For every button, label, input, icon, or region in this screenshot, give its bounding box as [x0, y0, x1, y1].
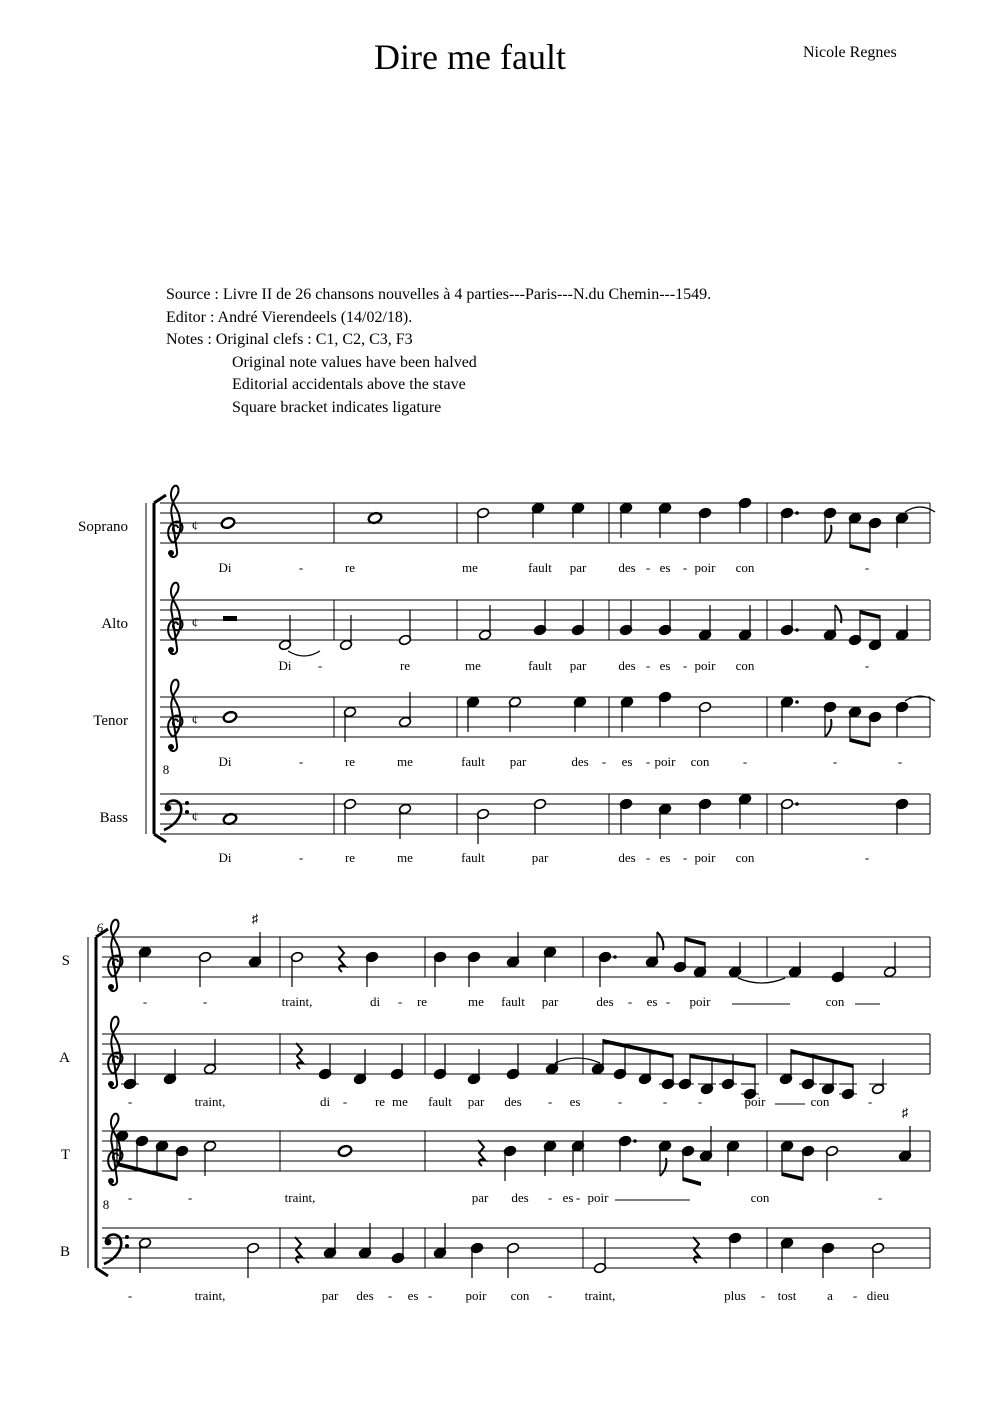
lyric-syllable: par: [569, 560, 587, 575]
lyric-syllable: me: [397, 754, 413, 769]
note: [839, 1064, 857, 1100]
notehead: [222, 710, 237, 723]
lyric-syllable: me: [392, 1094, 408, 1109]
lyric-hyphen: -: [662, 1094, 668, 1109]
note: [198, 951, 211, 987]
lyric-syllable: con: [690, 754, 710, 769]
note: [780, 798, 798, 834]
beam: [850, 544, 870, 553]
editorial-sharp: ♯: [251, 911, 259, 926]
lyric-hyphen: -: [127, 1094, 133, 1109]
beam: [685, 937, 705, 946]
note-values-note: Original note values have been halved: [232, 353, 477, 371]
tie: [738, 978, 785, 983]
treble-clef-icon: [108, 1017, 122, 1088]
note: [593, 1238, 606, 1274]
lyric-syllable: fault: [528, 658, 552, 673]
lyric-syllable: fault: [428, 1094, 452, 1109]
lyric-hyphen: -: [617, 1094, 623, 1109]
lyric-syllable: poir: [465, 1288, 487, 1303]
lyric-syllable: poir: [744, 1094, 766, 1109]
dot: [795, 628, 799, 632]
beam: [782, 1172, 803, 1181]
lyric-syllable: dieu: [866, 1288, 890, 1303]
lyric-hyphen: -: [427, 1288, 433, 1303]
treble-clef-icon: [168, 486, 182, 557]
note: [619, 798, 632, 834]
lyric-hyphen: -: [697, 1094, 703, 1109]
note: [613, 1044, 626, 1080]
lyric-syllable: des: [511, 1190, 529, 1205]
lyric-hyphen: -: [832, 754, 838, 769]
lyric-hyphen: -: [298, 850, 304, 865]
dot: [613, 955, 617, 959]
lyric-syllable: poir: [587, 1190, 609, 1205]
time-signature: ¢: [191, 712, 199, 727]
bass-clef-icon: [164, 801, 189, 830]
dot: [795, 700, 799, 704]
note: [895, 701, 908, 737]
lyric-syllable: me: [462, 560, 478, 575]
treble-clef-icon: [108, 920, 122, 991]
time-signature: ¢: [191, 615, 199, 630]
lyric-syllable: par: [541, 994, 559, 1009]
note: [799, 1054, 817, 1090]
note: [801, 1145, 814, 1181]
part-name: Tenor: [93, 713, 128, 729]
lyric-hyphen: -: [627, 994, 633, 1009]
lyric-syllable: di: [319, 1094, 331, 1109]
lyric-syllable: des: [596, 994, 614, 1009]
note: [823, 701, 836, 737]
note: [673, 937, 686, 973]
note: [343, 798, 356, 834]
lyric-syllable: fault: [461, 754, 485, 769]
lyric-syllable: con: [825, 994, 845, 1009]
lyric-hyphen: -: [387, 1288, 393, 1303]
lyric-syllable: re: [374, 1094, 386, 1109]
lyric-syllable: par: [471, 1190, 489, 1205]
lyric-syllable: Di: [278, 658, 292, 673]
lyric-syllable: es: [569, 1094, 581, 1109]
treble-clef-icon: [108, 1114, 122, 1185]
lyric-syllable: con: [510, 1288, 530, 1303]
note: [571, 600, 584, 636]
lyric-hyphen: -: [864, 560, 870, 575]
lyric-syllable: es: [407, 1288, 419, 1303]
part-abbreviation: T: [60, 1147, 70, 1163]
lyric-syllable: re: [344, 754, 356, 769]
lyric-syllable: des: [618, 658, 636, 673]
note: [365, 951, 378, 987]
tie: [555, 1058, 600, 1063]
note: [698, 701, 711, 737]
lyric-hyphen: -: [877, 1190, 883, 1205]
part-name: Bass: [99, 810, 128, 826]
quarter-rest: [478, 1140, 485, 1166]
note: [619, 600, 632, 636]
lyric-syllable: fault: [501, 994, 525, 1009]
note: [895, 798, 908, 834]
staff-1: [160, 503, 930, 543]
note: [476, 808, 489, 844]
octave-mark: 8: [162, 762, 170, 777]
lyric-hyphen: -: [760, 1288, 766, 1303]
lyric-hyphen: -: [864, 658, 870, 673]
lyric-syllable: Di: [218, 754, 232, 769]
lyric-syllable: traint,: [281, 994, 313, 1009]
measure-number: 6: [96, 920, 104, 935]
lyric-syllable: par: [467, 1094, 485, 1109]
note: [467, 951, 480, 987]
dot: [633, 1139, 637, 1143]
lyric-syllable: par: [321, 1288, 339, 1303]
lyric-hyphen: -: [202, 994, 208, 1009]
lyric-hyphen: -: [142, 994, 148, 1009]
lyric-syllable: es: [659, 658, 671, 673]
beam: [683, 1177, 701, 1186]
part-abbreviation: B: [59, 1244, 70, 1260]
lyric-syllable: plus: [724, 1288, 746, 1303]
lyric-syllable: me: [397, 850, 413, 865]
note: [658, 600, 671, 636]
beam: [603, 1039, 673, 1058]
lyric-syllable: con: [735, 850, 755, 865]
lyric-syllable: fault: [461, 850, 485, 865]
quarter-rest: [338, 946, 345, 972]
lyric-hyphen: -: [342, 1094, 348, 1109]
lyric-syllable: poir: [694, 658, 716, 673]
beam: [690, 1054, 755, 1068]
note: [220, 516, 235, 529]
lyric-syllable: me: [465, 658, 481, 673]
lyric-syllable: re: [344, 850, 356, 865]
part-name: Soprano: [78, 519, 128, 535]
lyric-hyphen: -: [601, 754, 607, 769]
lyric-hyphen: -: [187, 1190, 193, 1205]
lyric-syllable: re: [344, 560, 356, 575]
flag: [825, 525, 831, 543]
lyric-syllable: traint,: [194, 1288, 226, 1303]
note: [391, 1228, 404, 1264]
lyric-syllable: es: [562, 1190, 574, 1205]
staff-5: [102, 937, 930, 977]
editorial-sharp: ♯: [901, 1105, 909, 1120]
ligature-note: Square bracket indicates ligature: [232, 398, 442, 416]
note: [659, 1054, 677, 1090]
lyric-syllable: par: [531, 850, 549, 865]
staff-3: [160, 697, 930, 737]
lyric-hyphen: -: [852, 1288, 858, 1303]
note: [506, 1242, 519, 1278]
composer-name: Nicole Regnes: [803, 44, 897, 61]
note: [681, 1145, 694, 1181]
note: [825, 1145, 838, 1181]
lyric-syllable: es: [659, 850, 671, 865]
note: [476, 507, 489, 543]
note: [728, 1232, 741, 1268]
lyric-hyphen: -: [127, 1288, 133, 1303]
note: [506, 1044, 519, 1080]
beam: [860, 610, 880, 619]
lyric-syllable: des: [504, 1094, 522, 1109]
note: [390, 1044, 403, 1080]
note: [780, 600, 798, 636]
lyric-syllable: fault: [528, 560, 552, 575]
lyric-syllable: re: [416, 994, 428, 1009]
note: [598, 951, 616, 987]
lyric-hyphen: -: [864, 850, 870, 865]
lyric-syllable: a: [827, 1288, 833, 1303]
lyric-syllable: Di: [218, 850, 232, 865]
note: [175, 1145, 188, 1181]
note: [433, 1044, 446, 1080]
beam: [791, 1049, 853, 1068]
octave-mark: 8: [102, 1197, 110, 1212]
notehead: [220, 516, 235, 529]
lyric-syllable: traint,: [584, 1288, 616, 1303]
lyric-syllable: tost: [777, 1288, 797, 1303]
note: [698, 507, 711, 543]
score-title: Dire me fault: [374, 37, 566, 77]
lyric-syllable: me: [468, 994, 484, 1009]
lyric-hyphen: -: [317, 658, 323, 673]
lyric-hyphen: -: [645, 658, 651, 673]
lyric-hyphen: -: [547, 1288, 553, 1303]
lyric-syllable: des: [618, 850, 636, 865]
note: [222, 710, 237, 723]
lyric-syllable: poir: [689, 994, 711, 1009]
lyric-hyphen: -: [127, 1190, 133, 1205]
note: [676, 1054, 694, 1090]
quarter-rest: [296, 1043, 303, 1069]
clefs-note: Notes : Original clefs : C1, C2, C3, F3: [166, 331, 413, 348]
lyric-syllable: con: [735, 560, 755, 575]
treble-clef-icon: [168, 680, 182, 751]
lyric-hyphen: -: [742, 754, 748, 769]
tie: [288, 651, 320, 656]
beam: [850, 738, 870, 747]
note: [503, 1145, 516, 1181]
lyric-hyphen: -: [682, 658, 688, 673]
note: [290, 951, 303, 987]
lyric-hyphen: -: [547, 1094, 553, 1109]
bass-clef-icon: [104, 1235, 129, 1264]
dot: [795, 511, 799, 515]
lyric-syllable: es: [621, 754, 633, 769]
note: [246, 1242, 259, 1278]
note: [871, 1242, 884, 1278]
lyric-syllable: es: [646, 994, 658, 1009]
note: [868, 517, 881, 553]
staff-4: [160, 794, 930, 834]
part-abbreviation: S: [61, 953, 70, 969]
lyric-syllable: par: [509, 754, 527, 769]
source-note: Source : Livre II de 26 chansons nouvelles à 4 parties---Paris---N.du Chemin---1549.: [166, 286, 712, 303]
note: [821, 1242, 834, 1278]
note: [738, 497, 751, 533]
lyric-syllable: des: [571, 754, 589, 769]
lyric-hyphen: -: [298, 754, 304, 769]
note: [121, 1054, 139, 1090]
note: [868, 711, 881, 747]
lyric-syllable: di: [369, 994, 381, 1009]
treble-clef-icon: [168, 583, 182, 654]
note: [398, 610, 411, 646]
lyric-hyphen: -: [645, 560, 651, 575]
lyric-hyphen: -: [575, 1190, 581, 1205]
accidentals-note: Editorial accidentals above the stave: [232, 376, 466, 393]
lyric-hyphen: -: [867, 1094, 873, 1109]
lyric-syllable: Di: [218, 560, 232, 575]
lyric-syllable: traint,: [194, 1094, 226, 1109]
half-rest: [223, 616, 237, 621]
lyric-hyphen: -: [645, 850, 651, 865]
note: [337, 1144, 352, 1157]
note: [533, 600, 546, 636]
quarter-rest: [295, 1237, 302, 1263]
lyric-syllable: con: [810, 1094, 830, 1109]
note: [135, 1135, 148, 1171]
lyric-syllable: poir: [694, 560, 716, 575]
note: [433, 951, 446, 987]
part-abbreviation: A: [59, 1050, 70, 1066]
lyric-syllable: des: [618, 560, 636, 575]
lyric-syllable: poir: [694, 850, 716, 865]
lyric-syllable: con: [735, 658, 755, 673]
lyric-syllable: re: [399, 658, 411, 673]
lyric-hyphen: -: [682, 850, 688, 865]
lyric-hyphen: -: [298, 560, 304, 575]
note: [848, 610, 861, 646]
time-signature: ¢: [191, 809, 199, 824]
editor-note: Editor : André Vierendeels (14/02/18).: [166, 308, 413, 326]
lyric-hyphen: -: [682, 560, 688, 575]
note: [470, 1242, 483, 1278]
flag: [825, 719, 831, 737]
system-bracket: [154, 495, 166, 842]
lyric-syllable: traint,: [284, 1190, 316, 1205]
notehead: [337, 1144, 352, 1157]
note: [618, 1135, 636, 1171]
lyric-syllable: es: [659, 560, 671, 575]
note: [698, 798, 711, 834]
note: [823, 507, 836, 543]
dot: [795, 802, 799, 806]
note: [533, 798, 546, 834]
note: [831, 947, 844, 983]
part-name: Alto: [101, 616, 128, 632]
lyric-hyphen: -: [397, 994, 403, 1009]
lyric-hyphen: -: [665, 994, 671, 1009]
lyric-hyphen: -: [645, 754, 651, 769]
time-signature: ¢: [191, 518, 199, 533]
quarter-rest: [693, 1237, 700, 1263]
note: [318, 1044, 331, 1080]
lyric-hyphen: -: [897, 754, 903, 769]
lyric-syllable: des: [356, 1288, 374, 1303]
note: [658, 691, 671, 727]
lyric-syllable: poir: [654, 754, 676, 769]
note: [780, 507, 798, 543]
lyric-syllable: con: [750, 1190, 770, 1205]
lyric-hyphen: -: [547, 1190, 553, 1205]
lyric-syllable: par: [569, 658, 587, 673]
system-bracket: [96, 929, 108, 1276]
